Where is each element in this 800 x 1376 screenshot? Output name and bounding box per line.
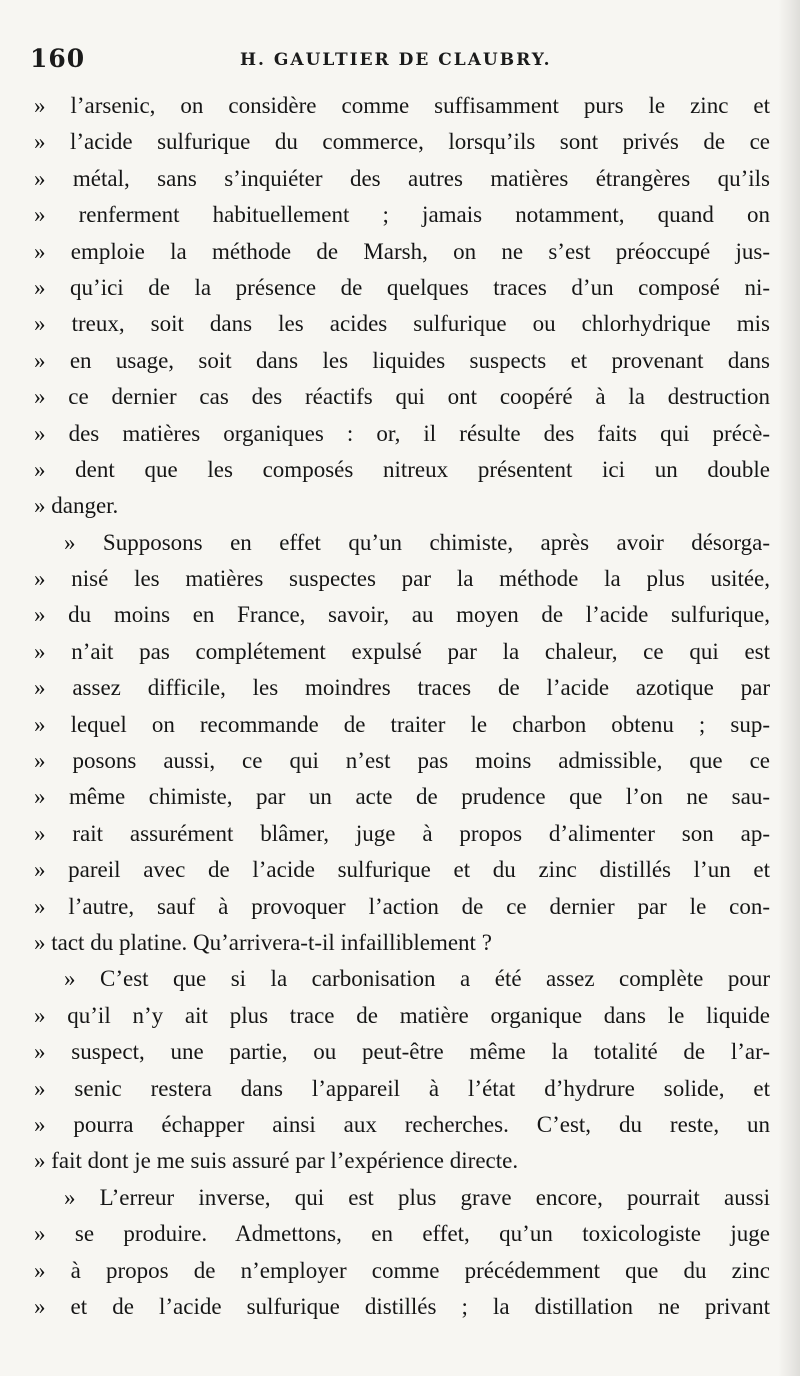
text-line: » emploie la méthode de Marsh, on ne s’est préoccupé jus-	[34, 238, 770, 264]
text-line: » métal, sans s’inquiéter des autres matières étrangères qu’ils	[34, 165, 770, 191]
text-line: » pourra échapper ainsi aux recherches. C’est, du reste, un	[34, 1111, 770, 1137]
page-edge-shadow	[778, 0, 800, 1376]
text-line: » du moins en France, savoir, au moyen de l’acide sulfurique,	[34, 602, 770, 628]
text-line: » fait dont je me suis assuré par l’expérience directe.	[34, 1148, 519, 1174]
text-line: » Supposons en effet qu’un chimiste, après avoir désorga-	[64, 529, 770, 555]
text-line: » à propos de n’employer comme précédemment que du zinc	[34, 1257, 770, 1283]
text-line: » assez difficile, les moindres traces de l’acide azotique par	[34, 675, 770, 701]
text-line: » dent que les composés nitreux présentent ici un double	[34, 456, 770, 482]
text-line: » posons aussi, ce qui n’est pas moins admissible, que ce	[34, 748, 770, 774]
text-line: » senic restera dans l’appareil à l’état d’hydrure solide, et	[34, 1075, 770, 1101]
text-line: » même chimiste, par un acte de prudence que l’on ne sau-	[34, 784, 770, 810]
text-line: » en usage, soit dans les liquides suspects et provenant dans	[34, 347, 770, 373]
text-line: » qu’ici de la présence de quelques traces d’un composé ni-	[34, 274, 770, 300]
text-line: » L’erreur inverse, qui est plus grave encore, pourrait aussi	[64, 1184, 770, 1210]
text-line: » qu’il n’y ait plus trace de matière organique dans le liquide	[34, 1002, 770, 1028]
text-line: » pareil avec de l’acide sulfurique et du zinc distillés l’un et	[34, 857, 770, 883]
text-line: » l’autre, sauf à provoquer l’action de ce dernier par le con-	[34, 893, 770, 919]
text-line: » lequel on recommande de traiter le charbon obtenu ; sup-	[34, 711, 770, 737]
text-line: » et de l’acide sulfurique distillés ; la distillation ne privant	[34, 1293, 770, 1319]
text-line: » danger.	[34, 493, 119, 519]
text-line: » l’arsenic, on considère comme suffisamment purs le zinc et	[34, 93, 770, 118]
text-line: » treux, soit dans les acides sulfurique ou chlorhydrique mis	[34, 311, 770, 337]
text-line: » renferment habituellement ; jamais notamment, quand on	[34, 202, 770, 228]
text-line: » ce dernier cas des réactifs qui ont coopéré à la destruction	[34, 384, 770, 410]
text-line: » C’est que si la carbonisation a été assez complète pour	[64, 966, 770, 992]
text-line: » l’acide sulfurique du commerce, lorsqu’ils sont privés de ce	[34, 129, 770, 155]
text-line: » rait assurément blâmer, juge à propos d’alimenter son ap-	[34, 820, 770, 846]
text-line: » se produire. Admettons, en effet, qu’un toxicologiste juge	[34, 1221, 770, 1247]
text-line: » suspect, une partie, ou peut-être même la totalité de l’ar-	[34, 1039, 770, 1065]
page-header	[30, 44, 780, 78]
text-line: » nisé les matières suspectes par la méthode la plus usitée,	[34, 566, 770, 592]
running-head: H. GAULTIER DE CLAUBRY.	[240, 50, 552, 70]
page-number: 160	[30, 44, 86, 73]
text-line: » tact du platine. Qu’arrivera-t-il infailliblement ?	[34, 929, 492, 955]
text-line: » des matières organiques : or, il résulte des faits qui précè-	[34, 420, 770, 446]
text-line: » n’ait pas complétement expulsé par la chaleur, ce qui est	[34, 638, 770, 664]
body-text	[34, 88, 770, 1325]
